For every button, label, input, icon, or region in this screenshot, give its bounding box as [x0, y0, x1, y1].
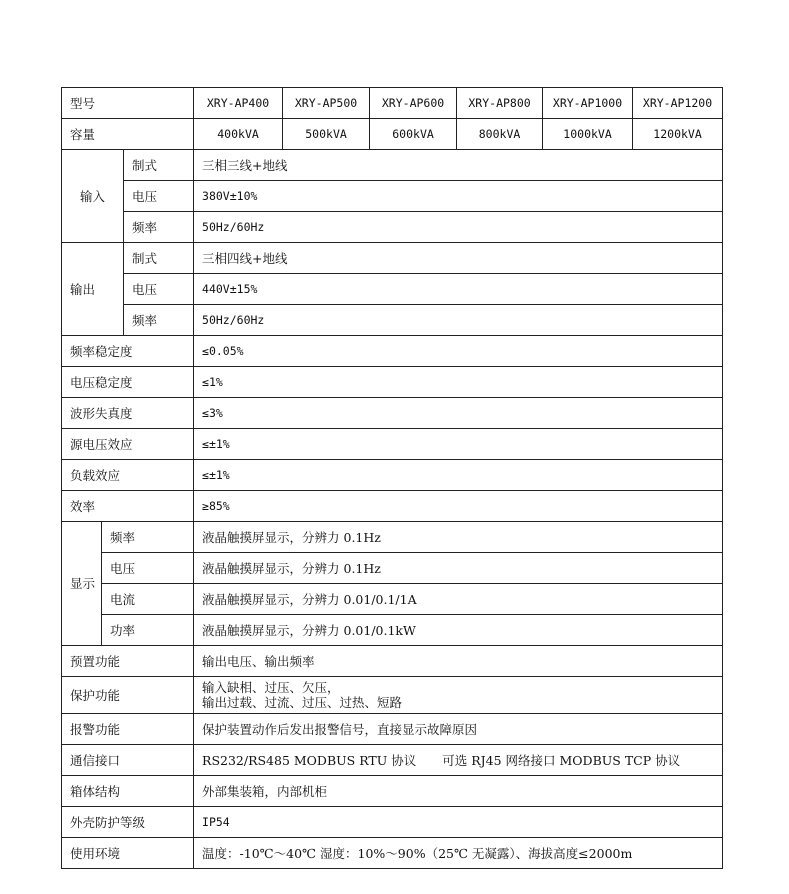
- row-input-mode: [62, 150, 723, 181]
- model-value: XRY-AP1000: [543, 88, 633, 119]
- row-input-frequency: [62, 212, 723, 243]
- output-mode-value: 三相四线+地线: [194, 243, 723, 274]
- capacity-value: 1200kVA: [633, 119, 723, 150]
- load-effect-label: 负载效应: [62, 460, 194, 491]
- output-frequency-label: 频率: [124, 305, 194, 336]
- row-display-current: [62, 584, 723, 615]
- model-value: XRY-AP400: [194, 88, 283, 119]
- model-label: 型号: [62, 88, 194, 119]
- model-value: XRY-AP600: [370, 88, 457, 119]
- capacity-value: 500kVA: [283, 119, 370, 150]
- display-label: 显示: [62, 522, 102, 646]
- environment-value: 温度：-10℃～40℃ 湿度：10%～90%（25℃ 无凝露）、海拔高度≤2000m: [194, 838, 723, 869]
- ip-label: 外壳防护等级: [62, 807, 194, 838]
- capacity-value: 1000kVA: [543, 119, 633, 150]
- display-voltage-label: 电压: [102, 553, 194, 584]
- row-protection: [62, 677, 723, 714]
- row-environment: [62, 838, 723, 869]
- cabinet-value: 外部集装箱，内部机柜: [194, 776, 723, 807]
- waveform-distortion-label: 波形失真度: [62, 398, 194, 429]
- load-effect-value: ≤±1%: [194, 460, 723, 491]
- ip-value: IP54: [194, 807, 723, 838]
- preset-value: 输出电压、输出频率: [194, 646, 723, 677]
- output-mode-label: 制式: [124, 243, 194, 274]
- input-voltage-value: 380V±10%: [194, 181, 723, 212]
- row-capacity: [62, 119, 723, 150]
- protection-value: [194, 677, 723, 714]
- frequency-stability-value: ≤0.05%: [194, 336, 723, 367]
- waveform-distortion-value: ≤3%: [194, 398, 723, 429]
- efficiency-value: ≥85%: [194, 491, 723, 522]
- output-label: 输出: [62, 243, 124, 336]
- protection-label: 保护功能: [62, 677, 194, 714]
- display-frequency-value: 液晶触摸屏显示，分辨力 0.1Hz: [194, 522, 723, 553]
- protection-line-1: 输入缺相、过压、欠压，: [202, 680, 340, 695]
- input-voltage-label: 电压: [124, 181, 194, 212]
- spec-table: [61, 87, 723, 869]
- cabinet-label: 箱体结构: [62, 776, 194, 807]
- row-source-effect: [62, 429, 723, 460]
- environment-label: 使用环境: [62, 838, 194, 869]
- row-output-mode: [62, 243, 723, 274]
- display-voltage-value: 液晶触摸屏显示，分辨力 0.1Hz: [194, 553, 723, 584]
- preset-label: 预置功能: [62, 646, 194, 677]
- display-power-value: 液晶触摸屏显示，分辨力 0.01/0.1kW: [194, 615, 723, 646]
- model-value: XRY-AP1200: [633, 88, 723, 119]
- input-frequency-value: 50Hz/60Hz: [194, 212, 723, 243]
- row-model: [62, 88, 723, 119]
- capacity-label: 容量: [62, 119, 194, 150]
- row-display-frequency: [62, 522, 723, 553]
- input-mode-label: 制式: [124, 150, 194, 181]
- efficiency-label: 效率: [62, 491, 194, 522]
- display-current-label: 电流: [102, 584, 194, 615]
- row-load-effect: [62, 460, 723, 491]
- row-output-voltage: [62, 274, 723, 305]
- comm-value-rj45: 可选 RJ45 网络接口 MODBUS TCP 协议: [442, 752, 681, 768]
- protection-line-2: 输出过载、过流、过压、过热、短路: [202, 695, 403, 710]
- capacity-value: 600kVA: [370, 119, 457, 150]
- input-frequency-label: 频率: [124, 212, 194, 243]
- alarm-value: 保护装置动作后发出报警信号，直接显示故障原因: [194, 714, 723, 745]
- display-frequency-label: 频率: [102, 522, 194, 553]
- output-frequency-value: 50Hz/60Hz: [194, 305, 723, 336]
- model-value: XRY-AP800: [457, 88, 543, 119]
- row-output-frequency: [62, 305, 723, 336]
- capacity-value: 800kVA: [457, 119, 543, 150]
- row-frequency-stability: [62, 336, 723, 367]
- model-value: XRY-AP500: [283, 88, 370, 119]
- output-voltage-value: 440V±15%: [194, 274, 723, 305]
- frequency-stability-label: 频率稳定度: [62, 336, 194, 367]
- comm-value: [194, 745, 723, 776]
- row-input-voltage: [62, 181, 723, 212]
- comm-value-rs: RS232/RS485 MODBUS RTU 协议: [202, 752, 417, 768]
- input-label: 输入: [62, 150, 124, 243]
- display-current-value: 液晶触摸屏显示，分辨力 0.01/0.1/1A: [194, 584, 723, 615]
- display-power-label: 功率: [102, 615, 194, 646]
- row-comm: [62, 745, 723, 776]
- row-ip: [62, 807, 723, 838]
- row-efficiency: [62, 491, 723, 522]
- comm-label: 通信接口: [62, 745, 194, 776]
- source-effect-value: ≤±1%: [194, 429, 723, 460]
- voltage-stability-value: ≤1%: [194, 367, 723, 398]
- row-cabinet: [62, 776, 723, 807]
- row-preset: [62, 646, 723, 677]
- output-voltage-label: 电压: [124, 274, 194, 305]
- row-display-voltage: [62, 553, 723, 584]
- row-voltage-stability: [62, 367, 723, 398]
- row-alarm: [62, 714, 723, 745]
- row-waveform-distortion: [62, 398, 723, 429]
- alarm-label: 报警功能: [62, 714, 194, 745]
- capacity-value: 400kVA: [194, 119, 283, 150]
- voltage-stability-label: 电压稳定度: [62, 367, 194, 398]
- row-display-power: [62, 615, 723, 646]
- input-mode-value: 三相三线+地线: [194, 150, 723, 181]
- source-effect-label: 源电压效应: [62, 429, 194, 460]
